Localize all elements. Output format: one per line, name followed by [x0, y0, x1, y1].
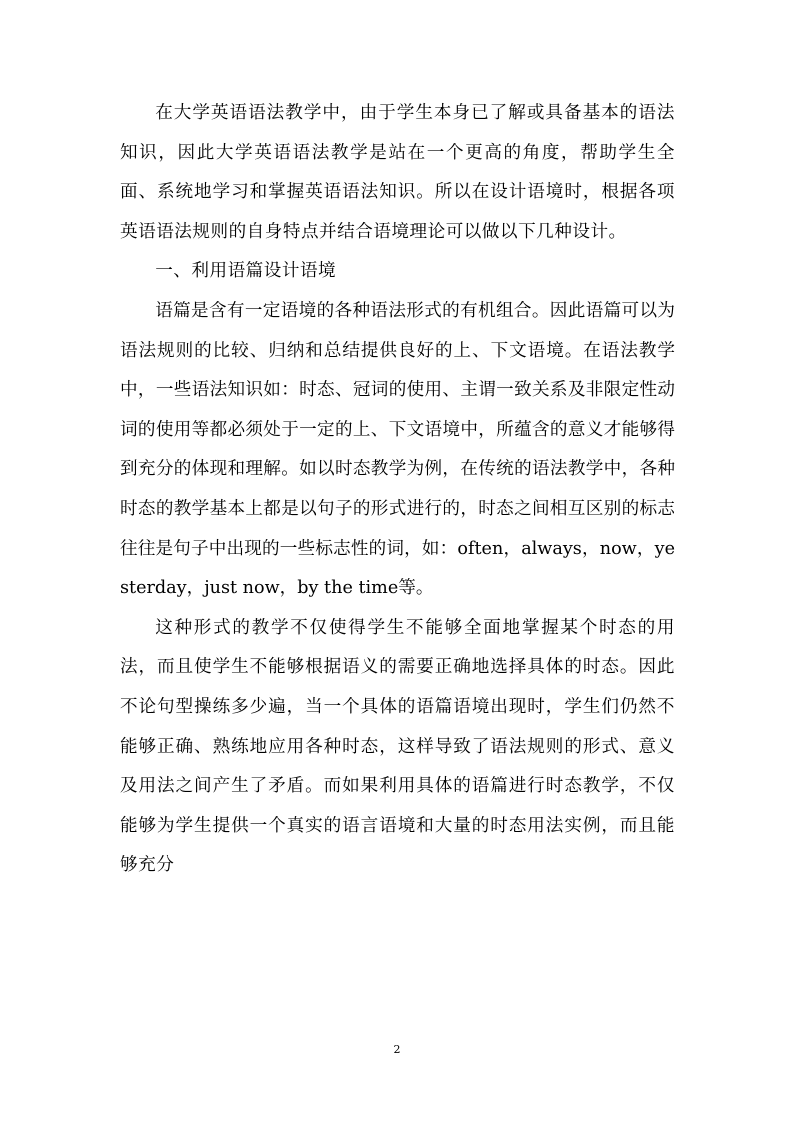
tense-teaching-paragraph: 这种形式的教学不仅使得学生不能够全面地掌握某个时态的用法，而且使学生不能够根据语义的需要正确地选择具体的时态。因此不论句型操练多少遍，当一个具体的语篇语境出现时，学生们仍然不能够正确、熟练地应用各种时态，这样导致了语法规则的形式、意义及用法之间产生了矛盾。而如果利用具体的语篇进行时态教学，不仅能够为学生提供一个真实的语言语境和大量的时态用法实例，而且能够充分 — [120, 617, 675, 876]
page-number: 2 — [393, 1043, 401, 1056]
intro-paragraph: 在大学英语语法教学中，由于学生本身已了解或具备基本的语法知识，因此大学英语语法教学是站在一个更高的角度，帮助学生全面、系统地学习和掌握英语语法知识。所以在设计语境时，根据各项英语语法规则的自身特点并结合语境理论可以做以下几种设计。 — [120, 103, 675, 242]
section-heading: 一、利用语篇设计语境 — [155, 261, 337, 282]
document-body — [120, 94, 675, 886]
discourse-paragraph: 语篇是含有一定语境的各种语法形式的有机组合。因此语篇可以为语法规则的比较、归纳和总结提供良好的上、下文语境。在语法教学中，一些语法知识如：时态、冠词的使用、主谓一致关系及非限定性动词的使用等都必须处于一定的上、下文语境中，所蕴含的意义才能够得到充分的体现和理解。如以时态教学为例，在传统的语法教学中，各种时态的教学基本上都是以句子的形式进行的，时态之间相互区别的标志往往是句子中出现的一些标志性的词，如：often，always，now，yesterday，just now，by the time等。 — [120, 300, 675, 599]
